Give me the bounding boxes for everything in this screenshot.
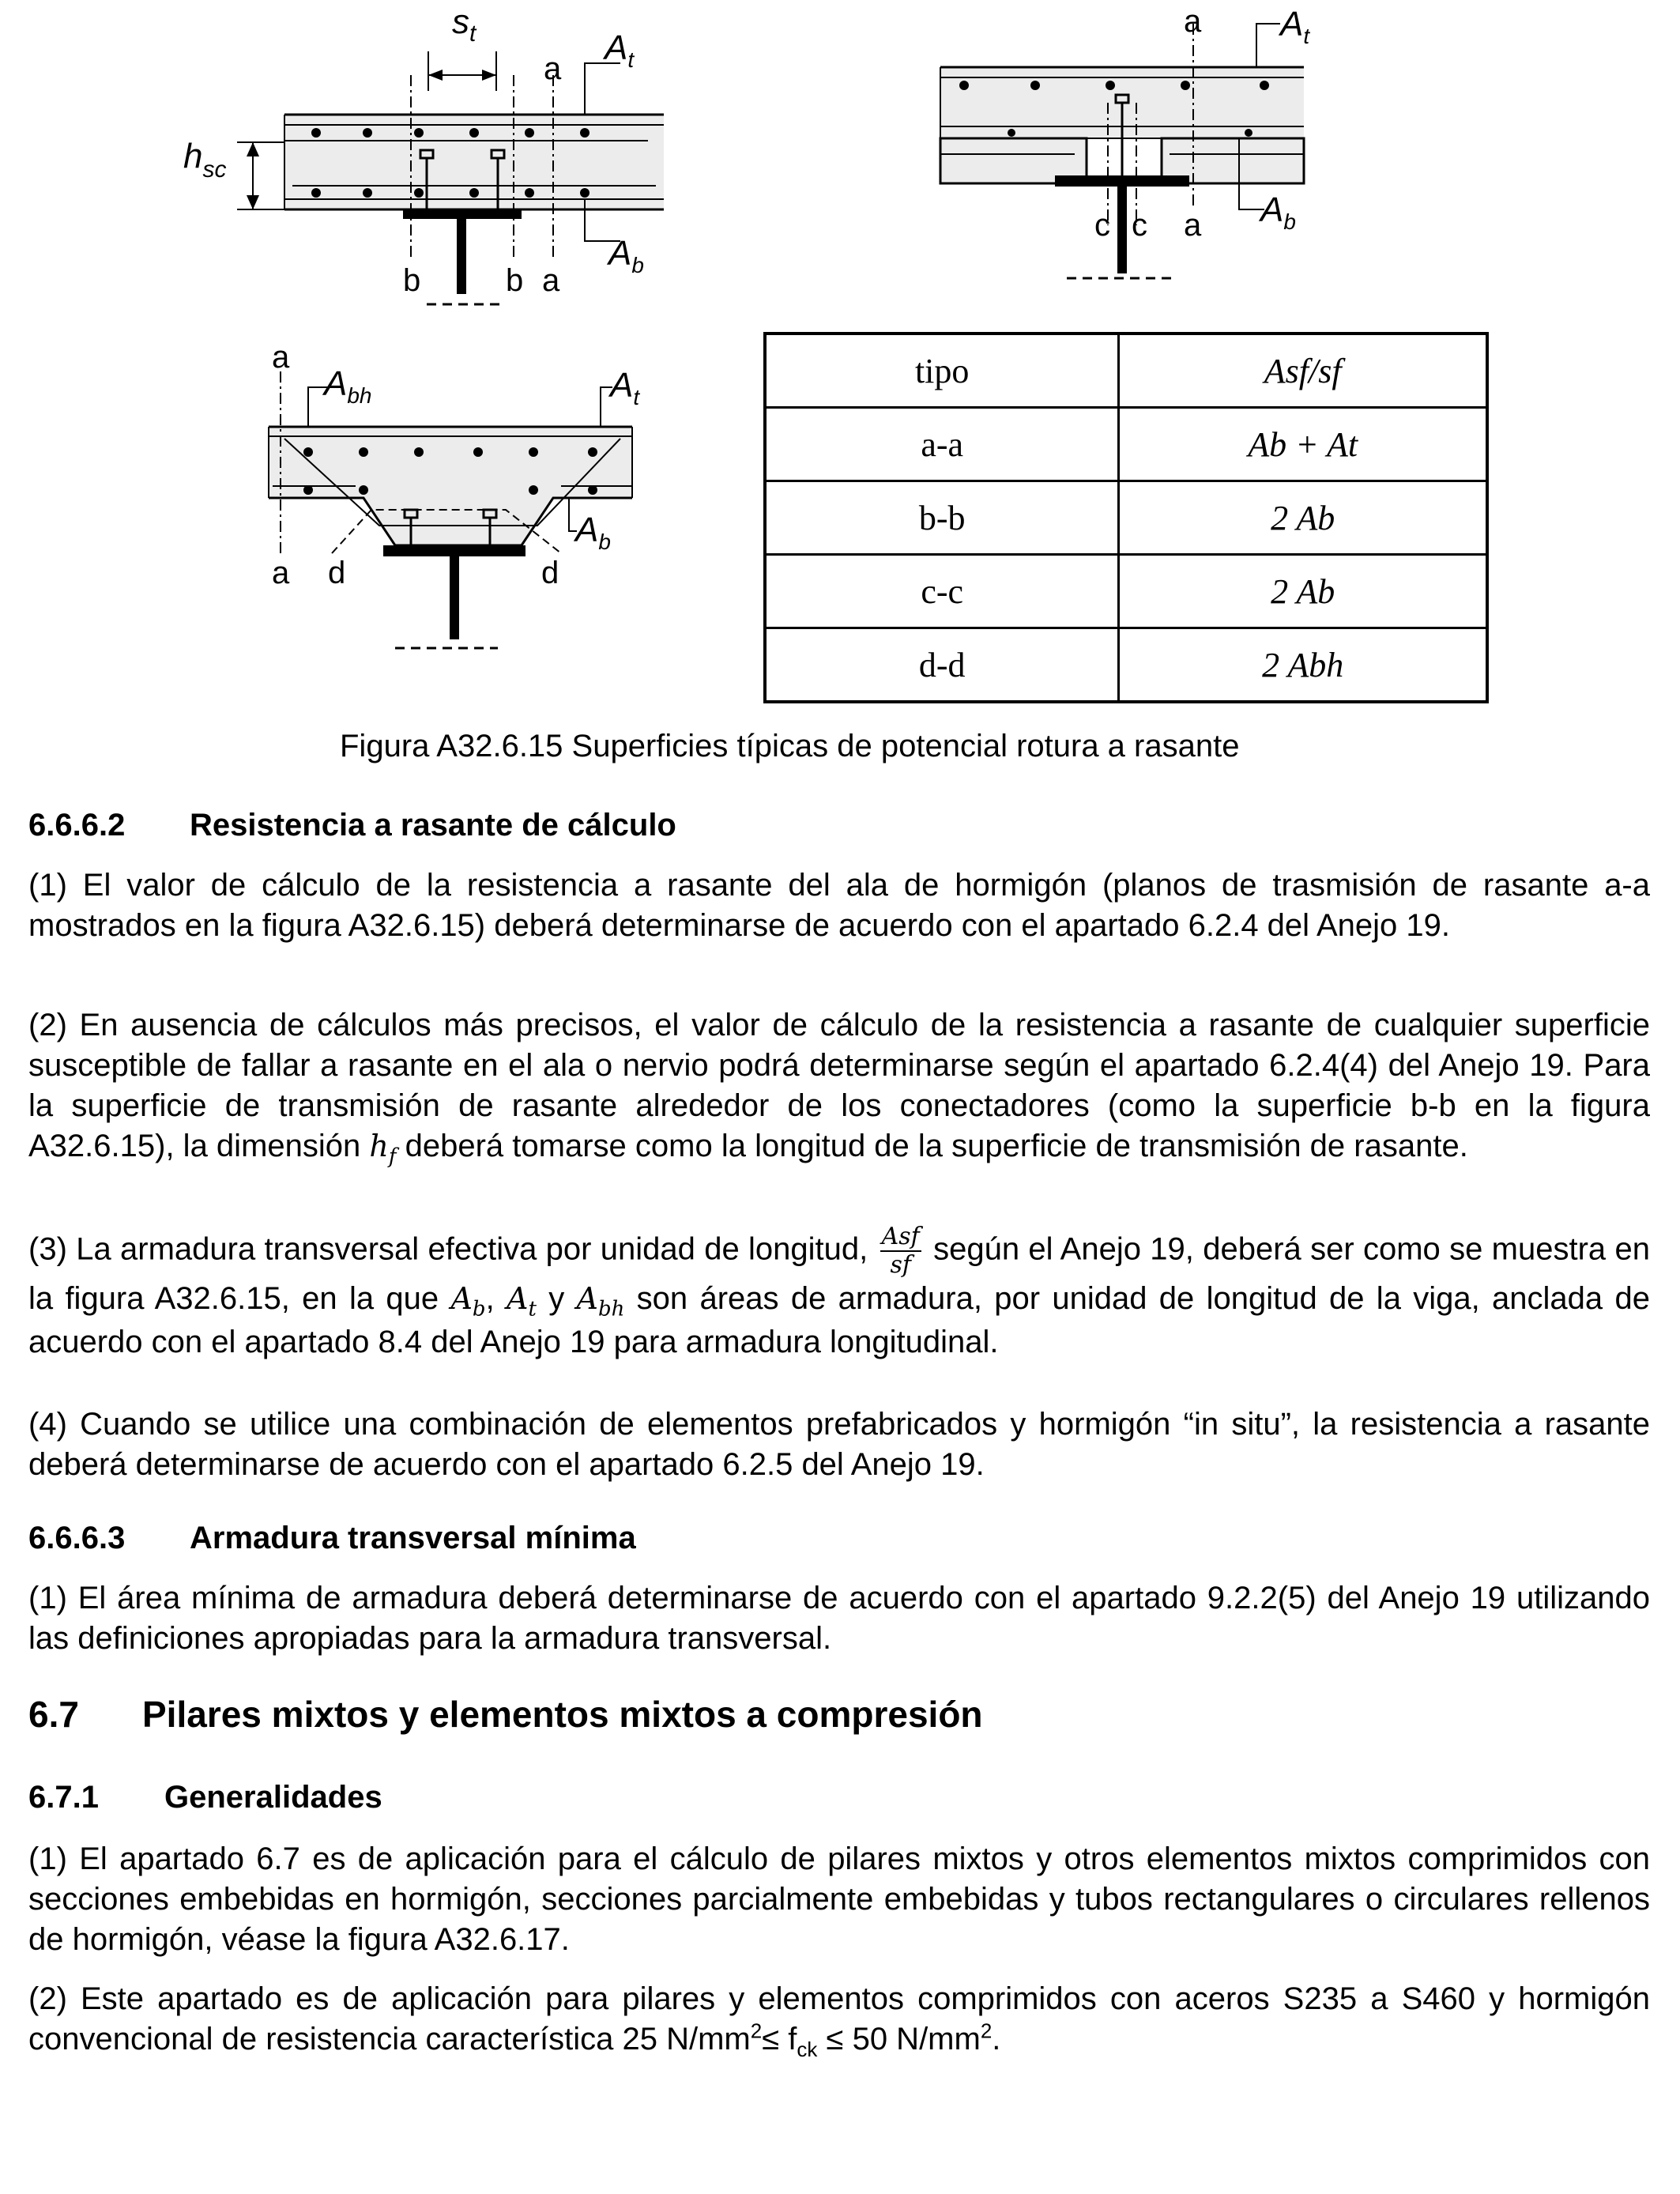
diagram-slab-on-beam [174,0,680,324]
table-cell-tipo: c-c [765,555,1119,628]
table-header-asf-sf: Asf/sf [1119,334,1487,408]
subscript: ck [797,2038,818,2061]
paragraph-6662-3: (3) La armadura transversal efectiva por unidad de longitud, $\frac{\text{Asf}}{sf}$ según el Anejo 19, deberá ser como se muestra en la figura A32.6.15, en la que $A_b$, $A_t$ y $A_{bh}$ son áreas de armadura, por unidad de longitud de la viga, anclada de acuerdo con el apartado 8.4 del Anejo 19 para armadura longitudinal. [28,1223,1650,1359]
section-heading-6663 [28,1521,636,1556]
table-cell-value: 2 Ab [1119,481,1487,555]
section-heading-6662 [28,808,676,843]
section-title: Pilares mixtos y elementos mixtos a compresión [142,1694,983,1735]
section-number: 6.7.1 [28,1780,99,1815]
label-d-left: d [328,556,346,590]
table-cell-tipo: b-b [765,481,1119,555]
label-c-right: c [1132,208,1147,243]
label-b-left: b [403,263,421,298]
math-Ab: $A_b$ [450,1281,486,1321]
paragraph-text: . [992,2022,1001,2056]
figure-caption: Figura A32.6.15 Superficies típicas de potencial rotura a rasante [340,729,1240,763]
label-At-2: $A_t$ [1280,5,1310,48]
label-a-top-2: a [1184,4,1202,39]
section-heading-671 [28,1780,382,1815]
paragraph-6662-4: (4) Cuando se utilice una combinación de elementos prefabricados y hormigón “in situ”, la resistencia a rasante deberá determinarse de acuerdo con el apartado 6.2.5 del Anejo 19. [28,1407,1650,1482]
diagram-haunched-slab [261,340,703,672]
label-a-bottom-3: a [272,556,290,590]
label-At: $A_t$ [605,28,635,72]
paragraph-671-2 [28,1979,1650,2060]
paragraph-6662-2 [28,1005,1650,1167]
superscript: 2 [980,2019,993,2043]
paragraph-text: y [548,1281,565,1316]
table-cell-value: 2 Abh [1119,628,1487,703]
label-a-top-3: a [272,340,290,375]
table-cell-tipo: d-d [765,628,1119,703]
paragraph-text: (2) En ausencia de cálculos más precisos, el valor de cálculo de la resistencia a rasante de cualquier superficie susceptible de fallar a rasante en el ala o nervio podrá determinarse según el apartado 6.2.4(4) del Anejo 19. Para la superficie de transmisión de rasante alrededor de los conectadores (como la superficie b-b en la figura A32.6.15), la dimensión [28,1008,1650,1163]
table-row [765,628,1487,703]
math-Abh: $A_{bh}$ [576,1281,625,1321]
label-Ab-2: $A_b$ [1260,190,1296,234]
label-Ab-3: $A_b$ [575,511,611,554]
paragraph-text: ≤ f [762,2022,797,2056]
label-Abh: $A_{bh}$ [324,364,372,408]
table-header-row [765,334,1487,408]
diagram-precast-slab [932,0,1375,292]
label-a-top: a [544,51,562,86]
paragraph-text: son áreas de armadura, por unidad de longitud de la viga, anclada de acuerdo con el apartado 8.4 del Anejo 19 para armadura longitudinal. [28,1281,1650,1359]
paragraph-text: (3) La armadura transversal efectiva por unidad de longitud, [28,1231,868,1267]
table-cell-tipo: a-a [765,408,1119,481]
paragraph-text: ≤ 50 N/mm [817,2022,981,2056]
label-a-bottom: a [542,263,560,298]
table-cell-value: Ab + At [1119,408,1487,481]
label-c-left: c [1094,208,1110,243]
label-hsc: $h_{sc}$ [183,137,227,183]
table-row [765,481,1487,555]
label-d-right: d [541,556,559,590]
table-row [765,408,1487,481]
label-st: $s_t$ [452,2,477,47]
label-b-right: b [506,263,524,298]
paragraph-6663-1: (1) El área mínima de armadura deberá determinarse de acuerdo con el apartado 9.2.2(5) del Anejo 19 utilizando las definiciones apropiadas para la armadura transversal. [28,1581,1650,1656]
label-a-bottom-2: a [1184,208,1202,243]
superscript: 2 [750,2019,763,2043]
paragraph-text: (2) Este apartado es de aplicación para pilares y elementos comprimidos con aceros S235 a S460 y hormigón convencional de resistencia característica 25 N/mm [28,1981,1650,2056]
paragraph-6662-1: (1) El valor de cálculo de la resistencia a rasante del ala de hormigón (planos de trasmisión de rasante a-a mostrados en la figura A32.6.15) deberá determinarse de acuerdo con el apartado 6.2.4 del Anejo 19. [28,868,1650,943]
section-number: 6.6.6.2 [28,808,126,843]
section-title: Armadura transversal mínima [190,1521,636,1555]
section-title: Resistencia a rasante de cálculo [190,808,676,843]
section-number: 6.6.6.3 [28,1521,126,1555]
paragraph-text: deberá tomarse como la longitud de la superficie de transmisión de rasante. [405,1129,1468,1163]
section-title: Generalidades [164,1780,382,1815]
math-hf: $h_f$ [369,1129,397,1169]
paragraph-text: según el Anejo 19, deberá ser como se muestra en la figura A32.6.15, en la que [28,1231,1650,1316]
paragraph-671-1: (1) El apartado 6.7 es de aplicación para el cálculo de pilares mixtos y otros elementos mixtos comprimidos con secciones embebidas en hormigón, secciones parcialmente embebidas y tubos rectangulares o circulares rellenos de hormigón, véase la figura A32.6.17. [28,1842,1650,1957]
section-heading-67 [28,1693,983,1736]
table-header-tipo: tipo [765,334,1119,408]
math-At: $A_t$ [506,1281,537,1321]
fraction-asf-sf: $\frac{\text{Asf}}{sf}$ [881,1223,920,1279]
section-number: 6.7 [28,1694,79,1735]
table-row [765,555,1487,628]
shear-surface-table [763,332,1489,703]
table-cell-value: 2 Ab [1119,555,1487,628]
label-At-3: $A_t$ [610,366,640,409]
label-Ab: $A_b$ [608,234,644,277]
